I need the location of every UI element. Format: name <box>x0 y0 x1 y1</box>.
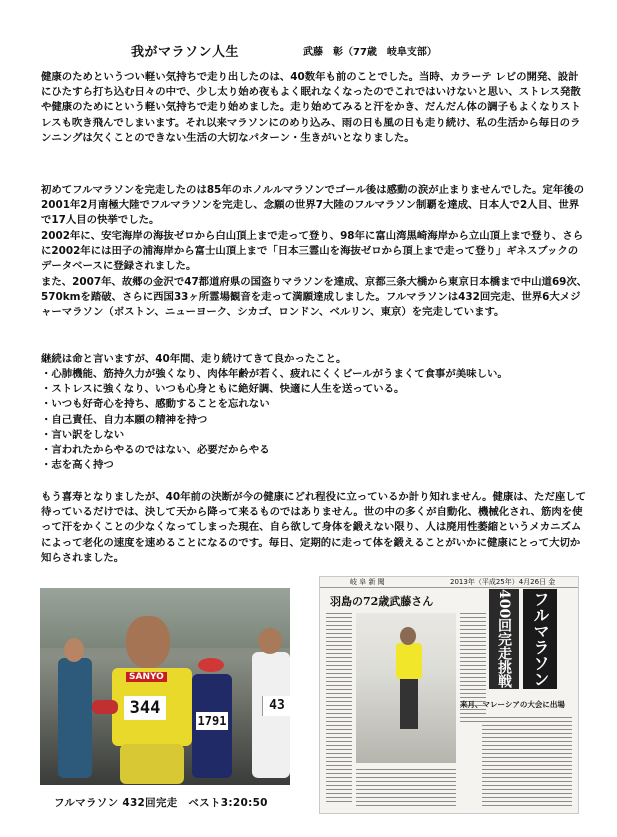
runner-main-arm <box>92 700 118 714</box>
newspaper-photo <box>356 613 456 763</box>
newspaper-photo-runner <box>396 643 422 679</box>
newspaper-text-column-bottom <box>356 769 456 807</box>
newspaper-clipping <box>319 576 579 814</box>
marathon-photo <box>40 588 290 785</box>
runner-right-head <box>258 628 282 654</box>
photo-caption: フルマラソン 432回完走 ベスト3:20:50 <box>54 797 268 809</box>
list-item: ・ストレスに強くなり、いつも心身ともに絶好調、快適に人生を送っている。 <box>41 383 405 396</box>
benefits-list <box>41 367 588 473</box>
newspaper-text-column-lower <box>482 717 572 807</box>
runner-left-head <box>64 638 84 662</box>
list-item: ・志を高く持つ <box>41 459 114 472</box>
newspaper-banner-main: フルマラソン <box>523 589 557 689</box>
newspaper-subhead: 来月、マレーシアの大会に出場 <box>460 700 565 709</box>
article-title: 我がマラソン人生 <box>131 45 240 60</box>
bib-main: 344 <box>124 696 166 720</box>
list-item: ・言われたからやるのではない、必要だからやる <box>41 444 270 457</box>
newspaper-banner-sub: 400回完走挑戦 <box>489 589 519 689</box>
article-author: 武藤 彰（77歳 岐阜支部） <box>303 47 437 58</box>
bib-middle: 1791 <box>197 714 227 728</box>
newspaper-text-column-left <box>326 613 352 803</box>
list-intro: 継続は命と言いますが、40年間、走り続けてきて良かったこと。 <box>41 353 347 365</box>
newspaper-name: 岐 阜 新 聞 <box>350 578 385 586</box>
newspaper-photo-runner-head <box>400 627 416 645</box>
newspaper-photo-runner-legs <box>400 679 418 729</box>
runner-main-shorts <box>120 744 184 784</box>
paragraph-intro: 健康のためというつい軽い気持ちで走り出したのは、40数年も前のことでした。当時、カラーテ レビの開発、設計にひたすら打ち込む日々の中で、少し太り始め夜もよく眠れなくなったのでこれではいけないと思い、ストレス発散や健康のためにという軽い気持ちで走り始めました。走り始めてみると汗をかき、だんだん体の調子もよくなりストレスも吹き飛んでしまいます。それ以来マラソンにのめり込み、雨の日も風の日も走り続け、私の生活から毎日のランニングは欠くことのできない生活の大切なパターン・生きがいとなりました。 <box>41 71 581 144</box>
paragraph-achievements: また、2007年、故郷の金沢で47都道府県の国盗りマラソンを達成、京都三条大橋から東京日本橋まで中山道69次、570kmを踏破、さらに西国33ヶ所霊場観音を走って満願達成しました。フルマラソンは432回完走、世界6大メジャーマラソン（ボストン、ニューヨーク、シカゴ、ロンドン、ベルリン、東京）を完走しています。 <box>41 276 588 319</box>
runner-main-head <box>126 616 170 668</box>
sponsor-label: SANYO <box>126 672 167 682</box>
newspaper-date: 2013年（平成25年）4月26日 金 <box>450 578 556 586</box>
bib-right: 43 <box>262 696 290 716</box>
list-item: ・言い訳をしない <box>41 428 125 441</box>
newspaper-masthead <box>320 577 578 588</box>
runner-left <box>58 658 92 778</box>
paragraph-first-marathon: 初めてフルマラソンを完走したのは85年のホノルルマラソンでゴール後は感動の涙が止まりませんでした。定年後の2001年2月南極大陸でフルマラソンを完走し、念願の世界7大陸のフルマラソン制覇を達成、日本人で2人目、世界で17人目の快挙でした。 <box>41 184 585 227</box>
list-item: ・心肺機能、筋持久力が強くなり、肉体年齢が若く、疲れにくくビールがうまくて食事が美味しい。 <box>41 368 508 380</box>
list-item: ・自己責任、自力本願の精神を持つ <box>41 413 208 426</box>
paragraph-closing: もう喜寿となりましたが、40年前の決断が今の健康にどれ程役に立っているか計り知れません。健康は、ただ座して待っているだけでは、決して天から降って来るものではありません。世の中の多くが自動化、機械化され、筋肉を使って汗をかくことの少なくなってしまった現在、自ら欲して身体を鍛えない限り、人は廃用性萎縮というメカニズムによって老化の速度を速めることになるのです。毎日、定期的に走って体を鍛えることがいかに健康にとって大切か知らされました。 <box>41 491 586 564</box>
newspaper-headline: 羽島の72歳武藤さん <box>330 595 434 608</box>
list-item: ・いつも好奇心を持ち、感動することを忘れない <box>41 398 270 411</box>
runner-middle-cap <box>198 658 224 672</box>
paragraph-mountains: 2002年に、安宅海岸の海抜ゼロから白山頂上まで走って登り、98年に富山湾黒崎海岸から立山頂上まで登り、さらに2002年には田子の浦海岸から富士山頂上まで「日本三霊山を海抜ゼロから頂上まで走って登り」ギネスブックのデータベースに登録されました。 <box>41 230 584 273</box>
